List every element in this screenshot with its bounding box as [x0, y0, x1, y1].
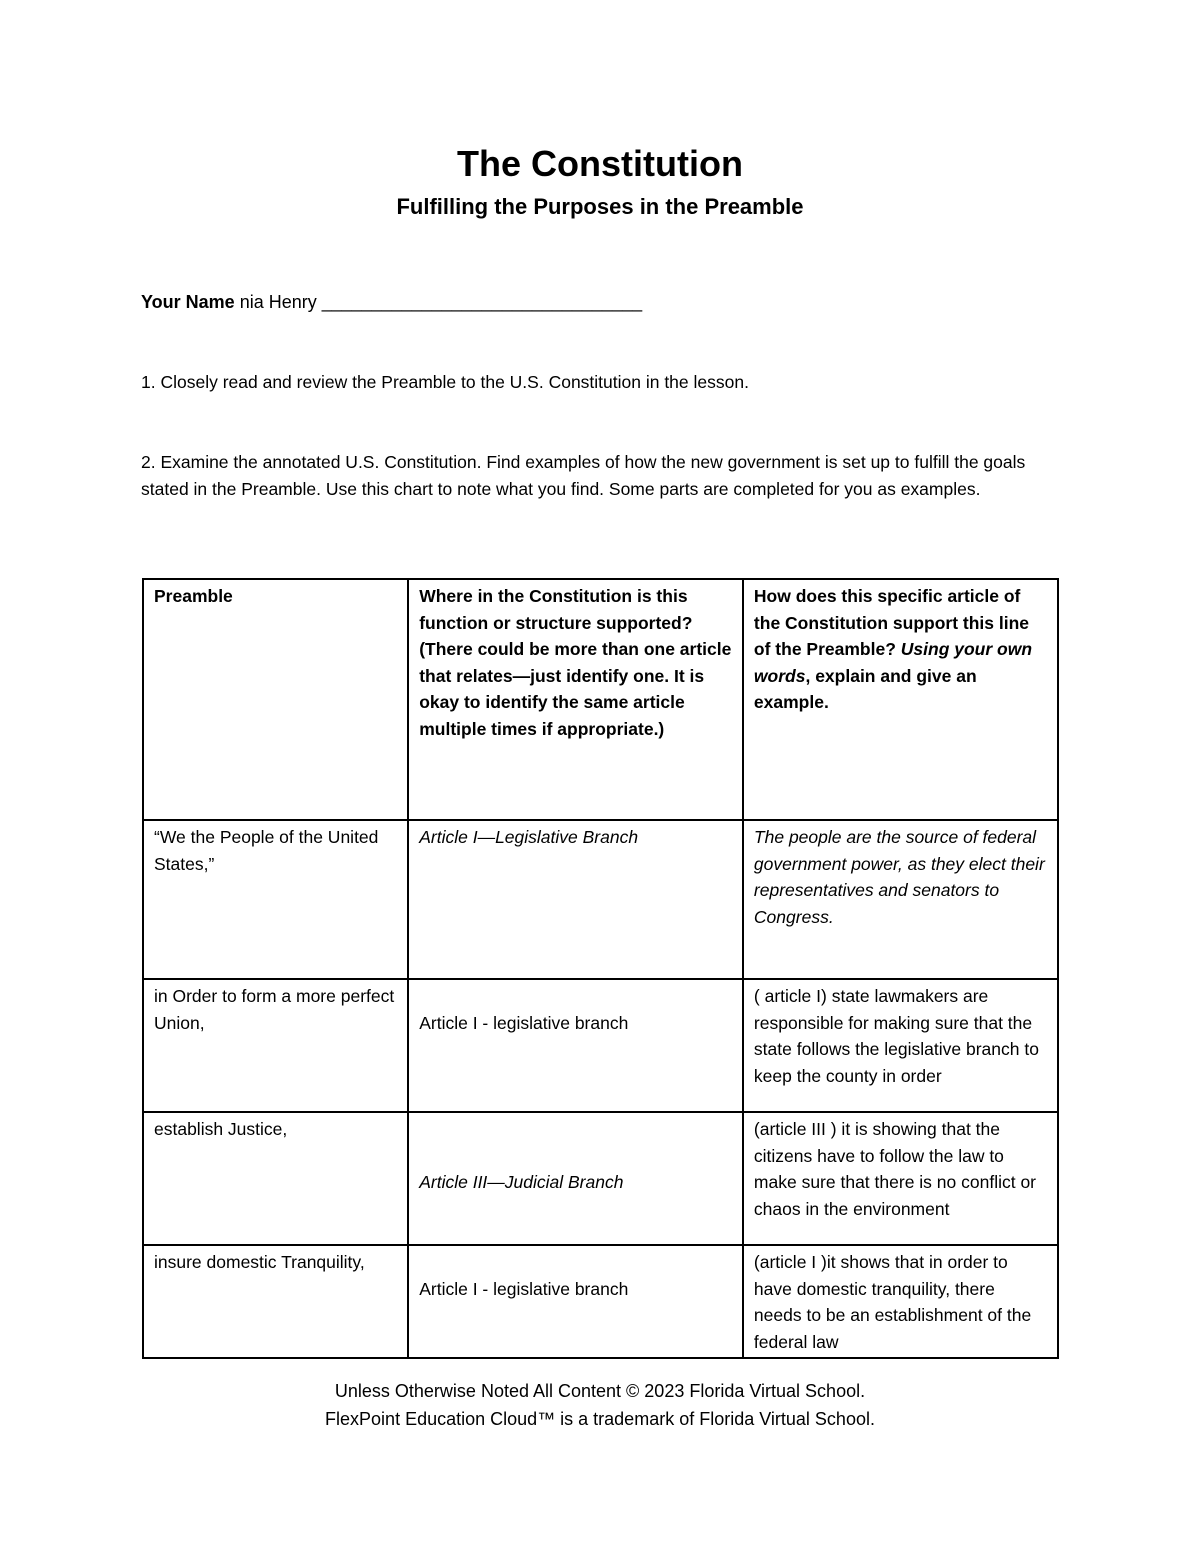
cell-where-text: Article I - legislative branch — [419, 1279, 629, 1299]
instruction-step-2: 2. Examine the annotated U.S. Constitution. Find examples of how the new government is set up to fulfill the goals stated in the Preamble. Use this chart to note what you find. Some parts are completed for you as examples. — [141, 452, 1026, 499]
footer-copyright: Unless Otherwise Noted All Content © 2023 Florida Virtual School. — [334, 1381, 866, 1401]
table-row — [143, 1245, 1058, 1358]
cell-how: The people are the source of federal government power, as they elect their representatives and senators to Congress. — [743, 820, 1058, 979]
cell-preamble: in Order to form a more perfect Union, — [143, 979, 408, 1112]
cell-where — [408, 1112, 743, 1245]
name-line — [141, 292, 642, 313]
table-row — [143, 1112, 1058, 1245]
cell-how: (article III ) it is showing that the citizens have to follow the law to make sure that there is no conflict or chaos in the environment — [743, 1112, 1058, 1245]
header-preamble: Preamble — [143, 579, 408, 820]
header-how-italic: Using your own words — [753, 639, 1033, 686]
header-how-prefix: How does this specific article of the Constitution support this line of the Preamble? — [753, 586, 1030, 659]
header-how — [743, 579, 1058, 820]
table-header-row — [143, 579, 1058, 820]
cell-preamble: insure domestic Tranquility, — [143, 1245, 408, 1358]
cell-where: Article I—Legislative Branch — [408, 820, 743, 979]
cell-where — [408, 1245, 743, 1358]
page-subtitle: Fulfilling the Purposes in the Preamble — [396, 194, 804, 219]
header-where: Where in the Constitution is this function or structure supported? (There could be more than one article that relates—just identify one. It is okay to identify the same article multiple times if appropriate.) — [408, 579, 743, 820]
cell-where — [408, 979, 743, 1112]
name-value: nia Henry ________________________________ — [239, 292, 643, 312]
table-row — [143, 979, 1058, 1112]
footer-trademark: FlexPoint Education Cloud™ is a trademark of Florida Virtual School. — [325, 1409, 875, 1429]
header-how-suffix: , explain and give an example. — [753, 665, 977, 712]
instruction-step-1: 1. Closely read and review the Preamble to the U.S. Constitution in the lesson. — [141, 372, 749, 392]
cell-how: (article I )it shows that in order to have domestic tranquility, there needs to be an establishment of the federal law — [743, 1245, 1058, 1358]
table-row — [143, 820, 1058, 979]
cell-where-text: Article III—Judicial Branch — [419, 1172, 624, 1192]
cell-how: ( article I) state lawmakers are responsible for making sure that the state follows the legislative branch to keep the county in order — [743, 979, 1058, 1112]
cell-preamble: “We the People of the United States,” — [143, 820, 408, 979]
preamble-chart — [142, 578, 1059, 1359]
cell-where-text: Article I - legislative branch — [419, 1013, 629, 1033]
name-label: Your Name — [141, 292, 235, 312]
cell-preamble: establish Justice, — [143, 1112, 408, 1245]
page-title: The Constitution — [457, 143, 743, 184]
